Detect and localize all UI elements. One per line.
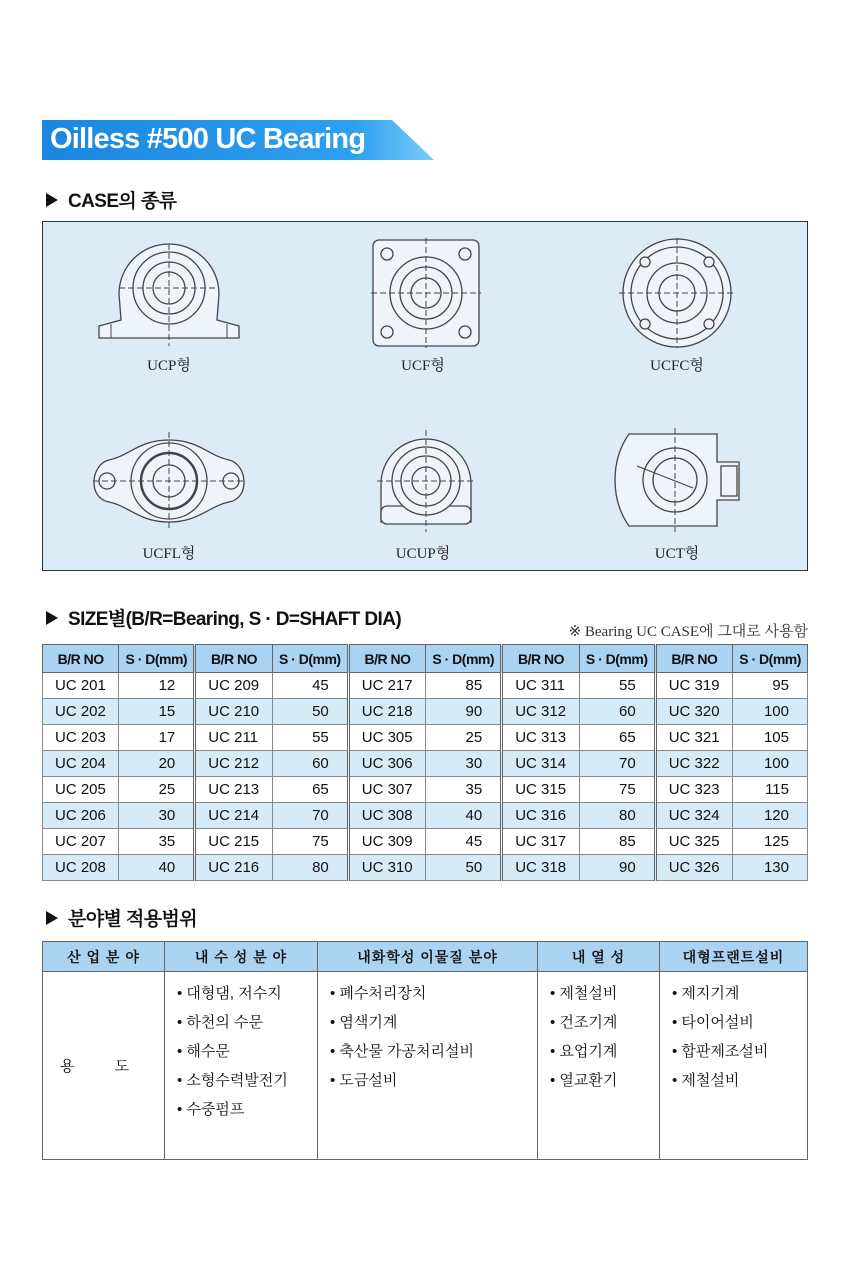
case-label: UCT형 [654,546,700,562]
size-table-header [43,645,808,673]
table-row [43,725,808,751]
shaft-dia-cell: 50 [426,855,502,881]
bearing-no-cell: UC 209 [195,673,272,699]
case-label: UCUP형 [395,546,451,562]
list-item: • 제철설비 [550,982,659,1011]
list-item: • 건조기계 [550,1011,659,1040]
col-header: B/R NO [195,645,272,673]
case-types-panel [42,221,808,571]
bearing-no-cell: UC 325 [655,829,732,855]
section-size-title: SIZE별(B/R=Bearing, S · D=SHAFT DIA) [68,609,402,630]
square-flange-bearing-icon [343,238,503,348]
bearing-no-cell: UC 322 [655,751,732,777]
col-header: 내 수 성 분 야 [165,942,318,972]
col-header: S · D(mm) [119,645,195,673]
field-cell [660,972,808,1160]
list-item: • 대형댐, 저수지 [177,982,317,1011]
shaft-dia-cell: 75 [272,829,348,855]
list-item: • 합판제조설비 [672,1040,807,1069]
bearing-no-cell: UC 211 [195,725,272,751]
col-header: 내화학성 이물질 분야 [318,942,538,972]
shaft-dia-cell: 55 [272,725,348,751]
shaft-dia-cell: 40 [119,855,195,881]
shaft-dia-cell: 45 [272,673,348,699]
shaft-dia-cell: 100 [733,751,808,777]
list-item: • 폐수처리장치 [330,982,537,1011]
oval-flange-bearing-icon [79,426,259,536]
triangle-bullet-icon [46,911,58,925]
shaft-dia-cell: 120 [733,803,808,829]
bearing-no-cell: UC 315 [502,777,579,803]
bearing-no-cell: UC 208 [43,855,119,881]
shaft-dia-cell: 125 [733,829,808,855]
bearing-no-cell: UC 201 [43,673,119,699]
shaft-dia-cell: 65 [579,725,655,751]
shaft-dia-cell: 90 [426,699,502,725]
section-case-title: CASE의 종류 [68,191,177,212]
list-item: • 수중펌프 [177,1098,317,1127]
usage-label: 용 도 [43,972,165,1160]
shaft-dia-cell: 115 [733,777,808,803]
shaft-dia-cell: 60 [272,751,348,777]
list-item: • 제지기계 [672,982,807,1011]
title-banner [42,120,434,160]
bearing-no-cell: UC 311 [502,673,579,699]
col-header: S · D(mm) [579,645,655,673]
list-item: • 요업기계 [550,1040,659,1069]
bearing-no-cell: UC 320 [655,699,732,725]
list-item: • 염색기계 [330,1011,537,1040]
field-list [672,982,807,1098]
table-row [43,829,808,855]
bearing-no-cell: UC 321 [655,725,732,751]
bearing-no-cell: UC 323 [655,777,732,803]
bearing-no-cell: UC 326 [655,855,732,881]
bearing-no-cell: UC 206 [43,803,119,829]
table-row [43,751,808,777]
shaft-dia-cell: 25 [119,777,195,803]
bearing-no-cell: UC 214 [195,803,272,829]
shaft-dia-cell: 70 [272,803,348,829]
bearing-no-cell: UC 324 [655,803,732,829]
table-row [43,803,808,829]
shaft-dia-cell: 55 [579,673,655,699]
case-item-uct [597,426,757,563]
shaft-dia-cell: 50 [272,699,348,725]
list-item: • 축산물 가공처리설비 [330,1040,537,1069]
field-table-header [43,942,808,972]
col-header: 내 열 성 [538,942,660,972]
case-label: UCF형 [401,358,445,374]
bearing-no-cell: UC 207 [43,829,119,855]
bearing-no-cell: UC 215 [195,829,272,855]
bearing-no-cell: UC 308 [348,803,425,829]
case-item-ucfc [597,238,757,375]
field-cell [318,972,538,1160]
bearing-no-cell: UC 314 [502,751,579,777]
triangle-bullet-icon [46,611,58,625]
field-table-row [43,972,808,1160]
list-item: • 해수문 [177,1040,317,1069]
bearing-no-cell: UC 213 [195,777,272,803]
bearing-no-cell: UC 316 [502,803,579,829]
list-item: • 소형수력발전기 [177,1069,317,1098]
bearing-no-cell: UC 307 [348,777,425,803]
shaft-dia-cell: 100 [733,699,808,725]
field-table [42,941,808,1160]
page-title: Oilless #500 UC Bearing [50,123,366,155]
shaft-dia-cell: 17 [119,725,195,751]
shaft-dia-cell: 70 [579,751,655,777]
shaft-dia-cell: 25 [426,725,502,751]
shaft-dia-cell: 30 [119,803,195,829]
case-item-ucfl [89,426,249,563]
bearing-no-cell: UC 218 [348,699,425,725]
shaft-dia-cell: 105 [733,725,808,751]
field-cell [165,972,318,1160]
shaft-dia-cell: 20 [119,751,195,777]
tapped-base-pillow-block-icon [343,426,503,536]
section-field-heading [46,904,197,931]
round-flange-bearing-icon [597,238,757,348]
col-header: S · D(mm) [426,645,502,673]
bearing-no-cell: UC 317 [502,829,579,855]
bearing-no-cell: UC 305 [348,725,425,751]
case-item-ucp [89,238,249,375]
bearing-no-cell: UC 319 [655,673,732,699]
table-row [43,699,808,725]
col-header: 대형프랜트설비 [660,942,808,972]
shaft-dia-cell: 15 [119,699,195,725]
col-header: B/R NO [348,645,425,673]
shaft-dia-cell: 60 [579,699,655,725]
section-field-title: 분야별 적용범위 [68,909,197,930]
usage-note: ※ Bearing UC CASE에 그대로 사용함 [568,624,808,640]
bearing-no-cell: UC 204 [43,751,119,777]
bearing-no-cell: UC 309 [348,829,425,855]
field-list [177,982,317,1127]
shaft-dia-cell: 90 [579,855,655,881]
field-cell [538,972,660,1160]
bearing-no-cell: UC 312 [502,699,579,725]
shaft-dia-cell: 75 [579,777,655,803]
bearing-no-cell: UC 216 [195,855,272,881]
take-up-bearing-icon [597,426,757,536]
bearing-no-cell: UC 210 [195,699,272,725]
table-row [43,673,808,699]
shaft-dia-cell: 40 [426,803,502,829]
case-item-ucup [343,426,503,563]
bearing-no-cell: UC 217 [348,673,425,699]
pillow-block-bearing-icon [89,238,249,348]
col-header: 산 업 분 야 [43,942,165,972]
field-list [550,982,659,1098]
list-item: • 타이어설비 [672,1011,807,1040]
shaft-dia-cell: 85 [579,829,655,855]
shaft-dia-cell: 65 [272,777,348,803]
shaft-dia-cell: 80 [579,803,655,829]
list-item: • 제철설비 [672,1069,807,1098]
case-label: UCP형 [147,358,191,374]
list-item: • 도금설비 [330,1069,537,1098]
shaft-dia-cell: 80 [272,855,348,881]
col-header: S · D(mm) [272,645,348,673]
table-row [43,777,808,803]
section-case-heading [46,186,176,213]
shaft-dia-cell: 45 [426,829,502,855]
shaft-dia-cell: 30 [426,751,502,777]
bearing-no-cell: UC 205 [43,777,119,803]
list-item: • 열교환기 [550,1069,659,1098]
case-label: UCFC형 [650,358,704,374]
col-header: S · D(mm) [733,645,808,673]
case-item-ucf [343,238,503,375]
shaft-dia-cell: 95 [733,673,808,699]
bearing-no-cell: UC 203 [43,725,119,751]
bearing-no-cell: UC 310 [348,855,425,881]
bearing-no-cell: UC 212 [195,751,272,777]
list-item: • 하천의 수문 [177,1011,317,1040]
col-header: B/R NO [502,645,579,673]
field-list [330,982,537,1098]
shaft-dia-cell: 130 [733,855,808,881]
bearing-no-cell: UC 202 [43,699,119,725]
bearing-no-cell: UC 313 [502,725,579,751]
triangle-bullet-icon [46,193,58,207]
table-row [43,855,808,881]
col-header: B/R NO [655,645,732,673]
shaft-dia-cell: 35 [426,777,502,803]
shaft-dia-cell: 12 [119,673,195,699]
size-table [42,644,808,881]
bearing-no-cell: UC 318 [502,855,579,881]
shaft-dia-cell: 85 [426,673,502,699]
bearing-no-cell: UC 306 [348,751,425,777]
shaft-dia-cell: 35 [119,829,195,855]
case-label: UCFL형 [142,546,196,562]
section-size-heading [46,604,401,631]
col-header: B/R NO [43,645,119,673]
